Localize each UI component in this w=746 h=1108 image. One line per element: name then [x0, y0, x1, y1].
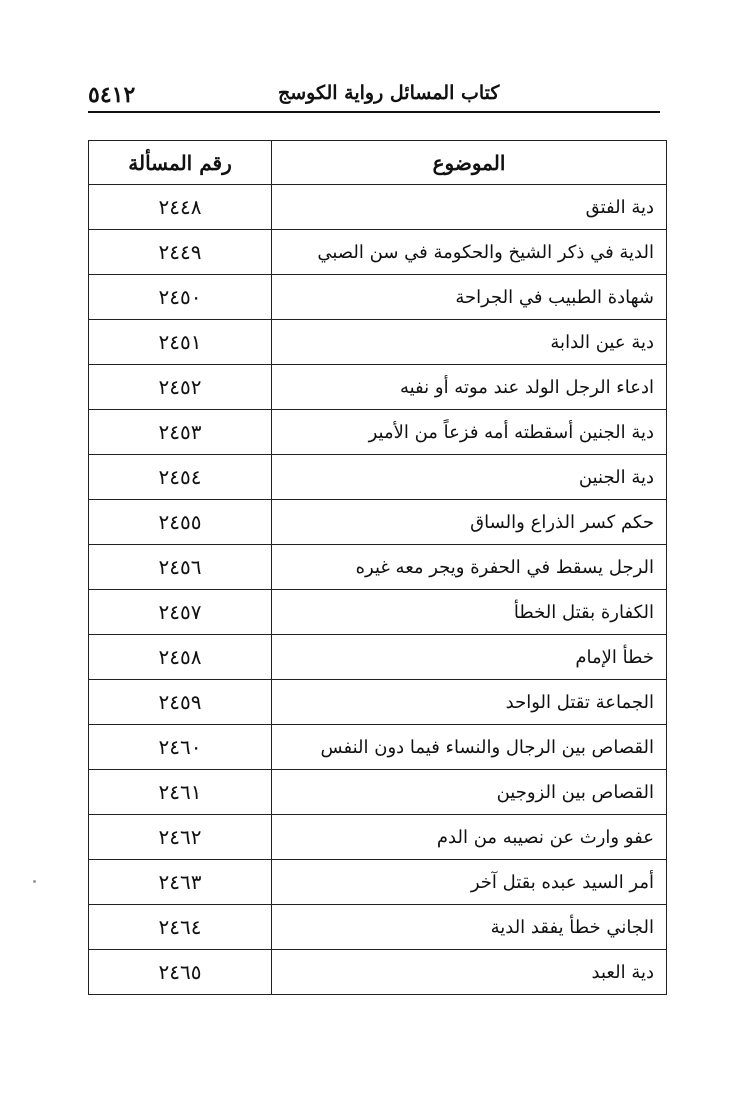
issue-number-cell: ٢٤٦١ [89, 770, 272, 815]
table-row [89, 455, 667, 500]
table-row [89, 725, 667, 770]
column-header-number: رقم المسألة [89, 141, 272, 185]
index-table [88, 140, 667, 995]
topic-cell: أمر السيد عبده بقتل آخر [272, 860, 667, 905]
table-header-row [89, 141, 667, 185]
scan-speck [33, 880, 36, 883]
table-row [89, 770, 667, 815]
topic-cell: الرجل يسقط في الحفرة ويجر معه غيره [272, 545, 667, 590]
table-row [89, 230, 667, 275]
issue-number-cell: ٢٤٥٦ [89, 545, 272, 590]
topic-cell: الدية في ذكر الشيخ والحكومة في سن الصبي [272, 230, 667, 275]
topic-cell: الجماعة تقتل الواحد [272, 680, 667, 725]
table-row [89, 815, 667, 860]
table-row [89, 320, 667, 365]
table-row [89, 545, 667, 590]
issue-number-cell: ٢٤٥٤ [89, 455, 272, 500]
table-row [89, 365, 667, 410]
issue-number-cell: ٢٤٦٠ [89, 725, 272, 770]
topic-cell: شهادة الطبيب في الجراحة [272, 275, 667, 320]
issue-number-cell: ٢٤٥٧ [89, 590, 272, 635]
table-row [89, 410, 667, 455]
issue-number-cell: ٢٤٥٥ [89, 500, 272, 545]
topic-cell: حكم كسر الذراع والساق [272, 500, 667, 545]
table-row [89, 680, 667, 725]
table-row [89, 905, 667, 950]
issue-number-cell: ٢٤٤٨ [89, 185, 272, 230]
topic-cell: دية عين الدابة [272, 320, 667, 365]
issue-number-cell: ٢٤٥٣ [89, 410, 272, 455]
column-header-topic: الموضوع [272, 141, 667, 185]
page-number: ٥٤١٢ [88, 82, 136, 108]
topic-cell: ادعاء الرجل الولد عند موته أو نفيه [272, 365, 667, 410]
issue-number-cell: ٢٤٥٠ [89, 275, 272, 320]
table-row [89, 635, 667, 680]
issue-number-cell: ٢٤٦٣ [89, 860, 272, 905]
issue-number-cell: ٢٤٦٥ [89, 950, 272, 995]
topic-cell: خطأ الإمام [272, 635, 667, 680]
topic-cell: عفو وارث عن نصيبه من الدم [272, 815, 667, 860]
header-divider [88, 111, 660, 113]
topic-cell: دية الجنين أسقطته أمه فزعاً من الأمير [272, 410, 667, 455]
table-row [89, 950, 667, 995]
issue-number-cell: ٢٤٥٢ [89, 365, 272, 410]
page-header [88, 80, 660, 114]
issue-number-cell: ٢٤٦٢ [89, 815, 272, 860]
topic-cell: الكفارة بقتل الخطأ [272, 590, 667, 635]
issue-number-cell: ٢٤٤٩ [89, 230, 272, 275]
book-title: كتاب المسائل رواية الكوسج [278, 82, 500, 104]
issue-number-cell: ٢٤٥١ [89, 320, 272, 365]
table-row [89, 590, 667, 635]
topic-cell: دية الفتق [272, 185, 667, 230]
issue-number-cell: ٢٤٥٨ [89, 635, 272, 680]
issue-number-cell: ٢٤٥٩ [89, 680, 272, 725]
table-row [89, 185, 667, 230]
table-row [89, 275, 667, 320]
topic-cell: دية العبد [272, 950, 667, 995]
topic-cell: دية الجنين [272, 455, 667, 500]
table-row [89, 500, 667, 545]
topic-cell: الجاني خطأ يفقد الدية [272, 905, 667, 950]
topic-cell: القصاص بين الرجال والنساء فيما دون النفس [272, 725, 667, 770]
topic-cell: القصاص بين الزوجين [272, 770, 667, 815]
issue-number-cell: ٢٤٦٤ [89, 905, 272, 950]
table-row [89, 860, 667, 905]
